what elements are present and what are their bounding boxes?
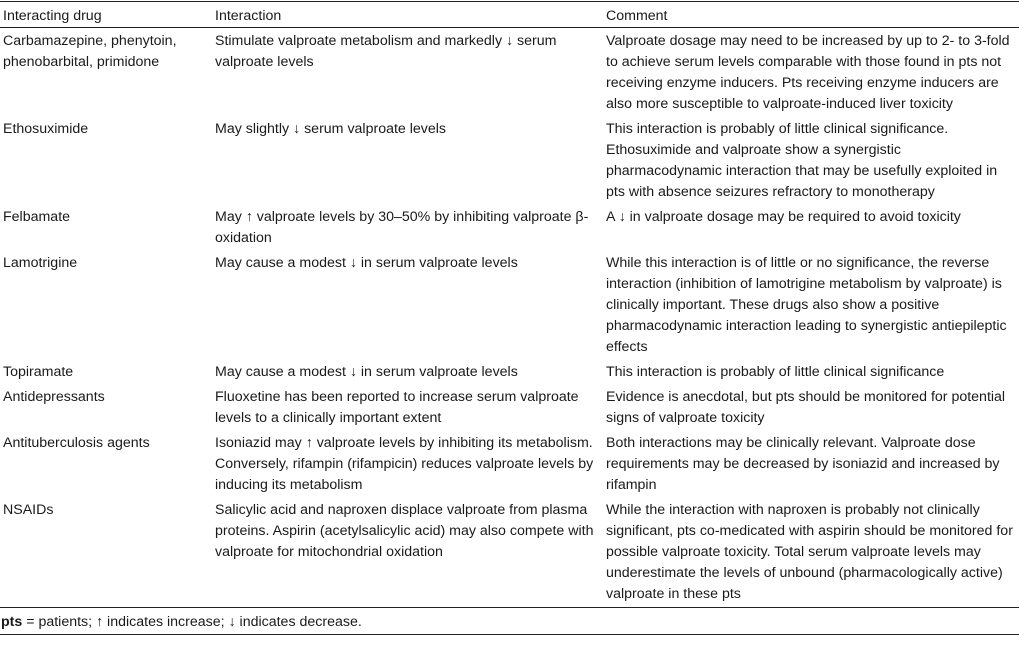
cell-comment: While the interaction with naproxen is probably not clinically significant, pts co-medicated with aspirin should be monitored for possible valproate toxicity. Total serum valproate levels may underestimate the levels of unbound (pharmacologically active) valproate in these pts [606,502,1013,602]
cell-drug: Topiramate [3,364,74,380]
table-row [0,500,1019,608]
cell-interaction: Salicylic acid and naproxen displace valproate from plasma proteins. Aspirin (acetylsalicylic acid) may also compete with valproate for mitochondrial oxidation [215,502,594,560]
table-footnote [0,608,1019,635]
cell-interaction: May ↑ valproate levels by 30–50% by inhibiting valproate β-oxidation [215,209,589,246]
header-interaction: Interaction [215,8,282,24]
cell-comment: Evidence is anecdotal, but pts should be monitored for potential signs of valproate toxicity [606,389,1006,426]
cell-drug: Lamotrigine [3,255,78,271]
cell-drug: Ethosuximide [3,121,89,137]
cell-comment: Valproate dosage may need to be increased by up to 2- to 3-fold to achieve serum levels comparable with those found in pts not receiving enzyme inducers. Pts receiving enzyme inducers are also more susceptible to valproate-induced liver toxicity [606,33,1010,112]
cell-interaction: Isoniazid may ↑ valproate levels by inhibiting its metabolism. Conversely, rifampin (rifampicin) reduces valproate levels by inducing its metabolism [215,435,594,493]
header-interacting-drug: Interacting drug [3,8,102,24]
cell-drug: Antituberculosis agents [3,435,150,451]
table-row [0,387,1019,433]
cell-drug: NSAIDs [3,502,54,518]
cell-interaction: Fluoxetine has been reported to increase serum valproate levels to a clinically important extent [215,389,579,426]
cell-drug: Carbamazepine, phenytoin, phenobarbital, primidone [3,33,177,70]
cell-comment: A ↓ in valproate dosage may be required to avoid toxicity [606,209,961,225]
cell-drug: Felbamate [3,209,71,225]
table-row [0,253,1019,362]
table-row [0,207,1019,253]
cell-comment: While this interaction is of little or no significance, the reverse interaction (inhibition of lamotrigine metabolism by valproate) is clinically important. These drugs also show a positive pharmacodynamic interaction leading to synergistic antiepileptic effects [606,255,1007,355]
header-comment: Comment [606,8,668,24]
table-row [0,362,1019,387]
cell-comment: This interaction is probably of little clinical significance [606,364,945,380]
footnote-term: pts [1,614,23,630]
footnote-text: = patients; ↑ indicates increase; ↓ indicates decrease. [22,614,362,630]
cell-comment: This interaction is probably of little clinical significance. Ethosuximide and valproate show a synergistic pharmacodynamic interaction that may be usefully exploited in pts with absence seizures refractory to monotherapy [606,121,998,200]
table-row [0,119,1019,207]
table-row [0,28,1019,120]
table-row [0,433,1019,500]
cell-interaction: May cause a modest ↓ in serum valproate levels [215,255,518,271]
cell-comment: Both interactions may be clinically relevant. Valproate dose requirements may be decreased by isoniazid and increased by rifampin [606,435,1000,493]
cell-interaction: May slightly ↓ serum valproate levels [215,121,447,137]
drug-interaction-table [0,1,1019,608]
cell-interaction: May cause a modest ↓ in serum valproate levels [215,364,518,380]
cell-interaction: Stimulate valproate metabolism and markedly ↓ serum valproate levels [215,33,557,70]
cell-drug: Antidepressants [3,389,105,405]
table-header-row [0,2,1019,28]
